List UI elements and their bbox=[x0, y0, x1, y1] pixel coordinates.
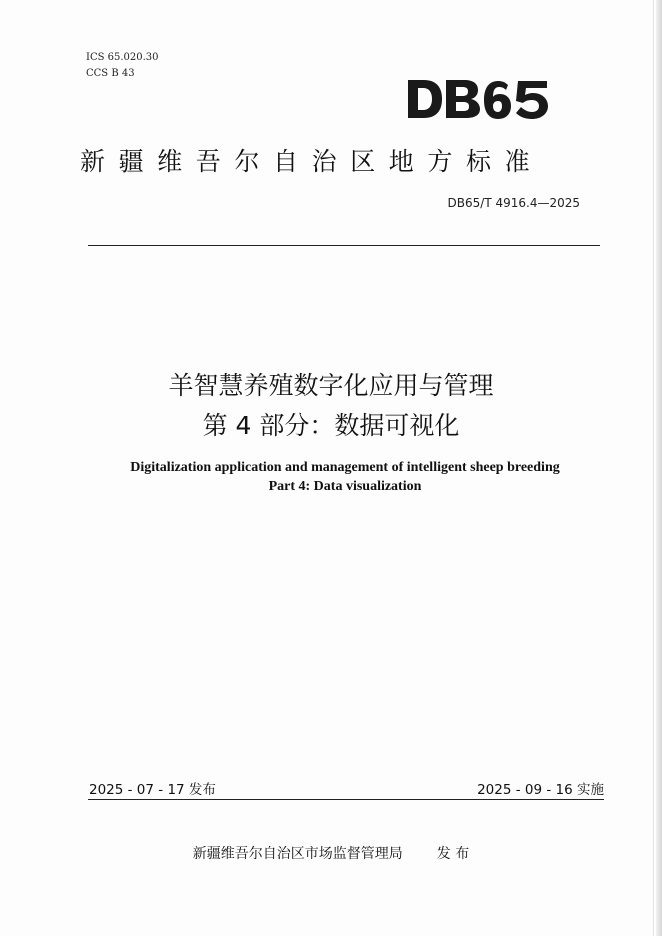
publisher-name: 新疆维吾尔自治区市场监督管理局 bbox=[192, 846, 403, 862]
title-cn-line2: 第 4 部分：数据可视化 bbox=[202, 411, 460, 440]
title-cn-line1: 羊智慧养殖数字化应用与管理 bbox=[168, 371, 494, 400]
db65-logo bbox=[404, 76, 554, 122]
ccs-code: CCS B 43 bbox=[86, 68, 135, 79]
standard-number: DB65/T 4916.4—2025 bbox=[447, 196, 580, 210]
title-en-line2: Part 4: Data visualization bbox=[268, 479, 422, 494]
implementation-date: 2025 - 09 - 16 实施 bbox=[477, 782, 604, 798]
publisher-line bbox=[0, 843, 662, 863]
title-en-line1: Digitalization application and management of intelligent sheep breeding bbox=[130, 460, 560, 475]
top-divider bbox=[88, 245, 600, 246]
issue-date: 2025 - 07 - 17 发布 bbox=[89, 782, 216, 798]
bottom-divider bbox=[88, 799, 604, 800]
ics-code: ICS 65.020.30 bbox=[86, 52, 159, 63]
publisher-action: 发 布 bbox=[436, 846, 470, 862]
issuer-title: 新疆维吾尔自治区地方标准 bbox=[80, 147, 544, 176]
